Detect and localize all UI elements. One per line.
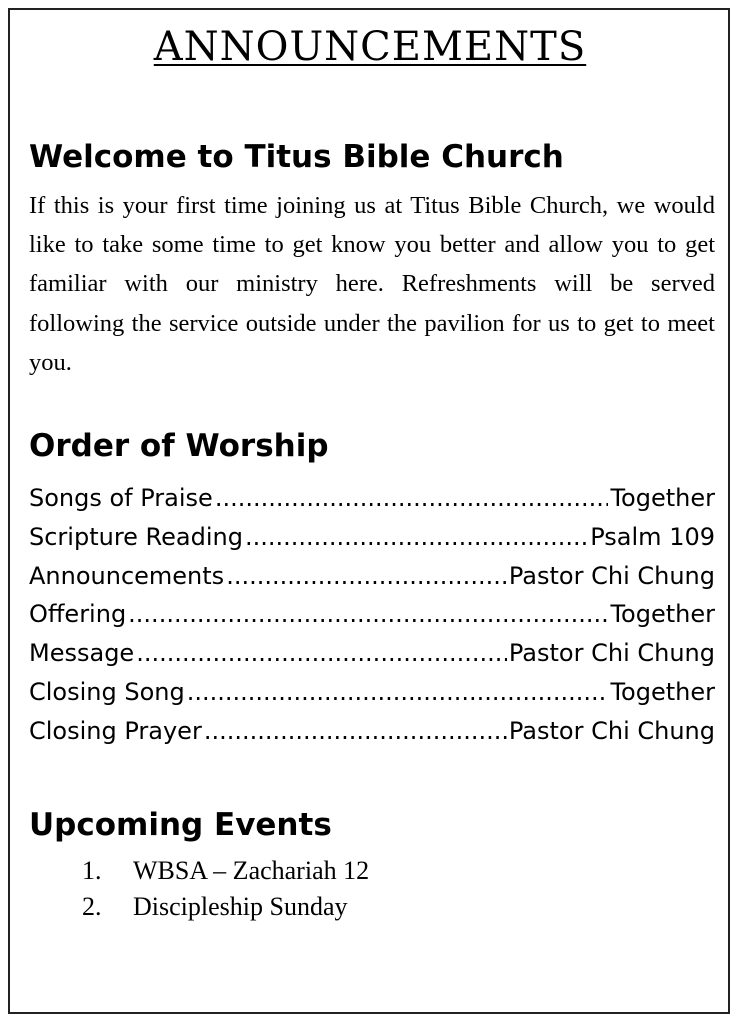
dot-leader (128, 595, 608, 634)
worship-leader: Pastor Chi Chung (508, 561, 715, 590)
dot-leader (226, 557, 507, 596)
dot-leader (215, 479, 609, 518)
event-text: Discipleship Sunday (133, 892, 348, 921)
list-item (82, 853, 369, 889)
page-title-text: ANNOUNCEMENTS (153, 24, 587, 70)
worship-row (29, 712, 715, 751)
dot-leader (245, 518, 588, 557)
order-of-worship-list (29, 479, 715, 751)
order-of-worship-heading: Order of Worship (29, 428, 329, 464)
dot-leader (136, 634, 507, 673)
worship-row (29, 479, 715, 518)
event-number: 1. (82, 856, 102, 885)
worship-leader: Pastor Chi Chung (508, 639, 715, 668)
worship-row (29, 557, 715, 596)
worship-row (29, 673, 715, 712)
worship-leader: Together (610, 677, 715, 706)
worship-row (29, 595, 715, 634)
worship-item: Closing Prayer (29, 716, 202, 745)
worship-item: Songs of Praise (29, 484, 213, 512)
event-text: WBSA – Zachariah 12 (133, 856, 370, 885)
worship-item: Offering (29, 600, 127, 629)
worship-leader: Psalm 109 (590, 522, 715, 551)
worship-leader: Together (610, 484, 715, 512)
welcome-heading: Welcome to Titus Bible Church (29, 139, 564, 175)
worship-item: Message (29, 639, 135, 668)
upcoming-events-heading: Upcoming Events (29, 807, 332, 843)
worship-row (29, 634, 715, 673)
welcome-paragraph: If this is your first time joining us at Titus Bible Church, we would like to take some time to get know you better and allow you to get familiar with our ministry here. Refreshments will be served following the service outside under the pavilion for us to get to meet you. (29, 192, 715, 376)
list-item (82, 889, 369, 925)
dot-leader (187, 673, 609, 712)
upcoming-events-list (82, 853, 369, 925)
worship-item: Announcements (29, 561, 225, 590)
worship-leader: Together (610, 600, 715, 629)
worship-item: Closing Song (29, 677, 185, 706)
worship-row (29, 518, 715, 557)
event-number: 2. (82, 892, 102, 921)
dot-leader (204, 712, 507, 751)
page-title (0, 22, 740, 72)
worship-item: Scripture Reading (29, 522, 243, 551)
worship-leader: Pastor Chi Chung (508, 716, 715, 745)
